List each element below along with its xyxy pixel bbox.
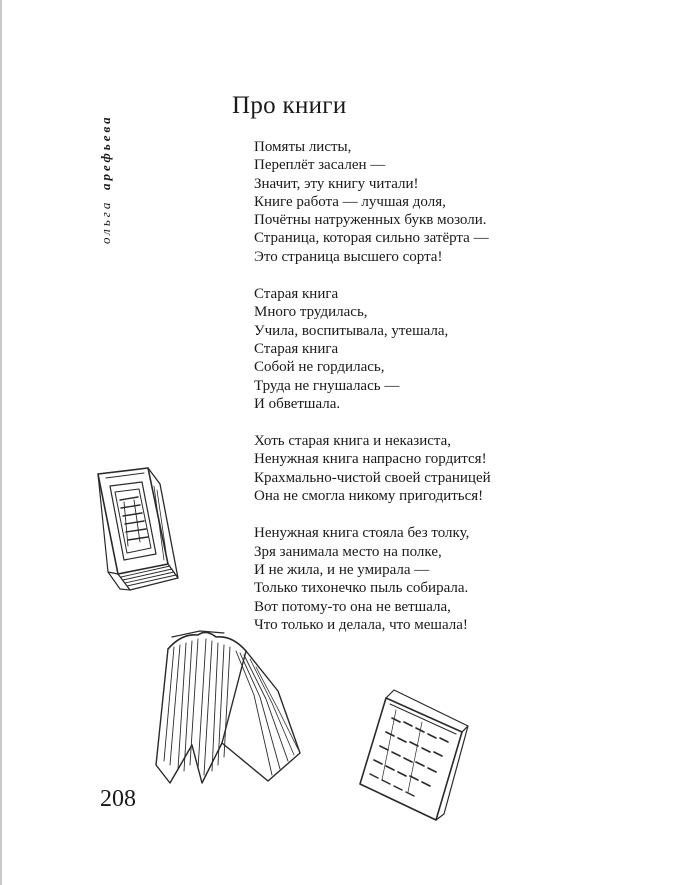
poem-line: Помяты листы,: [254, 139, 352, 155]
poem-line: Что только и делала, что мешала!: [254, 616, 468, 633]
poem-line: И не жила, и не умирала —: [254, 561, 430, 578]
poem-line: Зря занимала место на полке,: [254, 543, 442, 560]
running-head: [95, 99, 117, 259]
page-number: 208: [100, 786, 136, 812]
poem-line: Она не смогла никому пригодиться!: [254, 488, 484, 505]
small-book-drawing-icon: [352, 688, 470, 826]
poem-line: Собой не гордилась,: [254, 359, 385, 376]
stanza-1: [254, 138, 491, 266]
poem-line: Крахмально-чистой своей страницей: [254, 469, 491, 486]
poem-line: Много трудилась,: [254, 304, 368, 321]
closed-book-drawing-icon: [90, 462, 190, 597]
poem-line: Старая книга: [254, 340, 339, 357]
poem-line: Учила, воспитывала, утешала,: [254, 322, 449, 339]
running-head-first-name: ольга: [98, 199, 113, 245]
poem-line: Это страница высшего сорта!: [254, 248, 443, 265]
poem-line: И обветшала.: [254, 395, 341, 412]
poem-line: Старая книга: [254, 286, 339, 303]
page-edge: [0, 0, 2, 885]
poem-line: Ненужная книга стояла без толку,: [254, 525, 470, 542]
poem-line: Только тихонечко пыль собирала.: [254, 580, 469, 597]
poem-line: Значит, эту книгу читали!: [254, 175, 419, 192]
open-worn-book-drawing-icon: [150, 625, 305, 795]
poem-line: Книге работа — лучшая доля,: [254, 193, 446, 210]
stanza-3: [254, 432, 491, 505]
stanza-2: [254, 285, 491, 413]
poem-line: Вот потому-то она не ветшала,: [254, 598, 451, 615]
poem-line: Хоть старая книга и неказиста,: [254, 433, 452, 450]
poem-line: Труда не гнушалась —: [254, 377, 400, 394]
poem-title: Про книги: [232, 92, 347, 119]
poem-line: Почётны натруженных букв мозоли.: [254, 212, 487, 229]
running-head-last-name: арефьева: [98, 113, 113, 190]
poem-line: Переплёт засален —: [254, 157, 386, 174]
poem-body: [254, 138, 491, 653]
poem-line: Ненужная книга напрасно гордится!: [254, 451, 487, 468]
poem-line: Страница, которая сильно затёрта —: [254, 230, 489, 247]
stanza-4: [254, 524, 491, 634]
